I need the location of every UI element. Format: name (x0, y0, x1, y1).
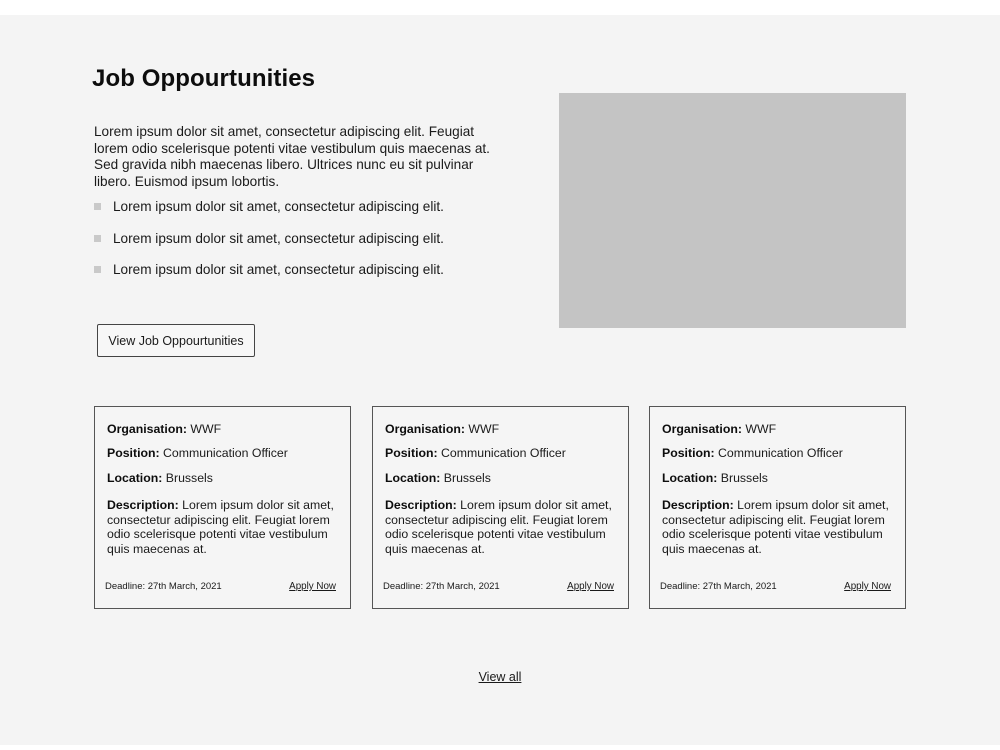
deadline-text: Deadline: 27th March, 2021 (383, 581, 500, 592)
job-card (94, 406, 351, 609)
position-value: Communication Officer (441, 446, 566, 460)
organisation-field (385, 422, 499, 437)
position-label: Position: (385, 446, 438, 460)
organisation-field (662, 422, 776, 437)
square-bullet-icon (94, 235, 101, 242)
deadline-text: Deadline: 27th March, 2021 (660, 581, 777, 592)
organisation-value: WWF (745, 422, 777, 436)
organisation-value: WWF (468, 422, 500, 436)
organisation-field (107, 422, 221, 437)
apply-now-link[interactable]: Apply Now (844, 581, 891, 592)
position-field (385, 446, 566, 461)
intro-paragraph: Lorem ipsum dolor sit amet, consectetur adipiscing elit. Feugiat lorem odio scelerisque potenti vitae vestibulum quis maecenas at. Sed gravida nibh maecenas libero. Ultrices nunc eu sit pulvinar libero. Euismod ipsum lobortis. (94, 124, 490, 189)
bullet-item (94, 262, 444, 294)
description-label: Description: (107, 498, 179, 512)
bullet-list (94, 199, 444, 294)
deadline-text: Deadline: 27th March, 2021 (105, 581, 222, 592)
location-label: Location: (385, 471, 441, 485)
position-value: Communication Officer (718, 446, 843, 460)
square-bullet-icon (94, 266, 101, 273)
view-all-link[interactable]: View all (478, 670, 522, 684)
job-card (372, 406, 629, 609)
description-value: Lorem ipsum dolor sit amet, consectetur adipiscing elit. Feugiat lorem odio scelerisque potenti vitae vestibulum quis maecenas at. (107, 498, 334, 556)
description-value: Lorem ipsum dolor sit amet, consectetur adipiscing elit. Feugiat lorem odio scelerisque potenti vitae vestibulum quis maecenas at. (662, 498, 889, 556)
bullet-text: Lorem ipsum dolor sit amet, consectetur adipiscing elit. (113, 262, 444, 277)
position-label: Position: (662, 446, 715, 460)
description-field (107, 498, 343, 556)
square-bullet-icon (94, 203, 101, 210)
description-field (385, 498, 621, 556)
view-job-opportunities-button[interactable]: View Job Oppourtunities (97, 324, 255, 357)
organisation-value: WWF (190, 422, 222, 436)
bullet-text: Lorem ipsum dolor sit amet, consectetur adipiscing elit. (113, 199, 444, 214)
job-card (649, 406, 906, 609)
apply-now-link[interactable]: Apply Now (567, 581, 614, 592)
location-value: Brussels (720, 471, 768, 485)
position-label: Position: (107, 446, 160, 460)
bullet-text: Lorem ipsum dolor sit amet, consectetur adipiscing elit. (113, 230, 444, 246)
bullet-item (94, 231, 444, 263)
page-title: Job Oppourtunities (92, 65, 316, 92)
hero-image-placeholder (559, 93, 906, 328)
position-field (107, 446, 288, 461)
organisation-label: Organisation: (385, 422, 465, 436)
location-field (385, 471, 491, 486)
description-field (662, 498, 898, 556)
apply-now-link[interactable]: Apply Now (289, 581, 336, 592)
job-opportunities-section (0, 15, 1000, 745)
position-field (662, 446, 843, 461)
description-label: Description: (662, 498, 734, 512)
location-value: Brussels (443, 471, 491, 485)
bullet-item (94, 199, 444, 231)
description-value: Lorem ipsum dolor sit amet, consectetur adipiscing elit. Feugiat lorem odio scelerisque potenti vitae vestibulum quis maecenas at. (385, 498, 612, 556)
organisation-label: Organisation: (662, 422, 742, 436)
location-field (107, 471, 213, 486)
description-label: Description: (385, 498, 457, 512)
position-value: Communication Officer (163, 446, 288, 460)
location-label: Location: (107, 471, 163, 485)
organisation-label: Organisation: (107, 422, 187, 436)
location-field (662, 471, 768, 486)
location-value: Brussels (165, 471, 213, 485)
location-label: Location: (662, 471, 718, 485)
